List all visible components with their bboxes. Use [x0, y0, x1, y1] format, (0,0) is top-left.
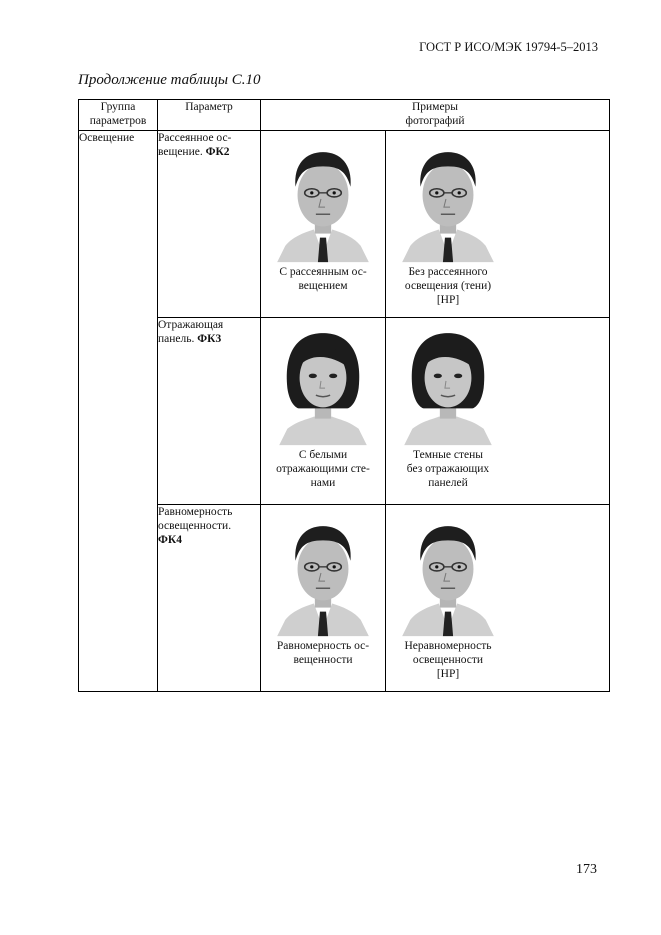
photo-cell: [261, 505, 386, 692]
photo-cell: [261, 131, 386, 318]
photo-caption: С рассеянным ос- вещением: [279, 266, 367, 292]
param-code: ФК3: [197, 333, 222, 345]
photo-cell: [386, 318, 610, 505]
photo-caption: Неравномерность освещенности [НР]: [404, 640, 492, 680]
param-cell: Равномерность освещенности. ФК4: [158, 505, 261, 692]
column-header-examples: Примеры фотографий: [261, 100, 610, 131]
portrait-photo: [267, 513, 379, 637]
portrait-photo: [267, 322, 379, 446]
page-number: 173: [576, 862, 597, 877]
portrait-photo: [267, 139, 379, 263]
table-row: [79, 131, 610, 318]
examples-table: [78, 99, 610, 692]
photo-caption: С белыми отражающими сте- нами: [276, 449, 370, 489]
photo-caption: Темные стены без отражающих панелей: [406, 449, 490, 489]
portrait-photo: [392, 139, 504, 263]
param-cell: Рассеянное ос- вещение. ФК2: [158, 131, 261, 318]
table-caption: Продолжение таблицы С.10: [78, 72, 261, 88]
portrait-photo: [392, 322, 504, 446]
column-header-param: Параметр: [158, 100, 261, 131]
param-code: ФК4: [158, 534, 182, 546]
photo-cell: [261, 318, 386, 505]
photo-caption: Равномерность ос- вещенности: [276, 640, 370, 666]
param-cell: Отражающая панель. ФК3: [158, 318, 261, 505]
photo-cell: [386, 505, 610, 692]
table-row: [79, 318, 610, 505]
photo-caption: Без рассеянного освещения (тени) [НР]: [404, 266, 492, 306]
table-row: [79, 505, 610, 692]
document-code: ГОСТ Р ИСО/МЭК 19794-5–2013: [419, 40, 598, 54]
portrait-photo: [392, 513, 504, 637]
photo-cell: [386, 131, 610, 318]
param-code: ФК2: [205, 146, 230, 158]
group-cell: Освещение: [79, 131, 158, 692]
column-header-group: Группа параметров: [79, 100, 158, 131]
